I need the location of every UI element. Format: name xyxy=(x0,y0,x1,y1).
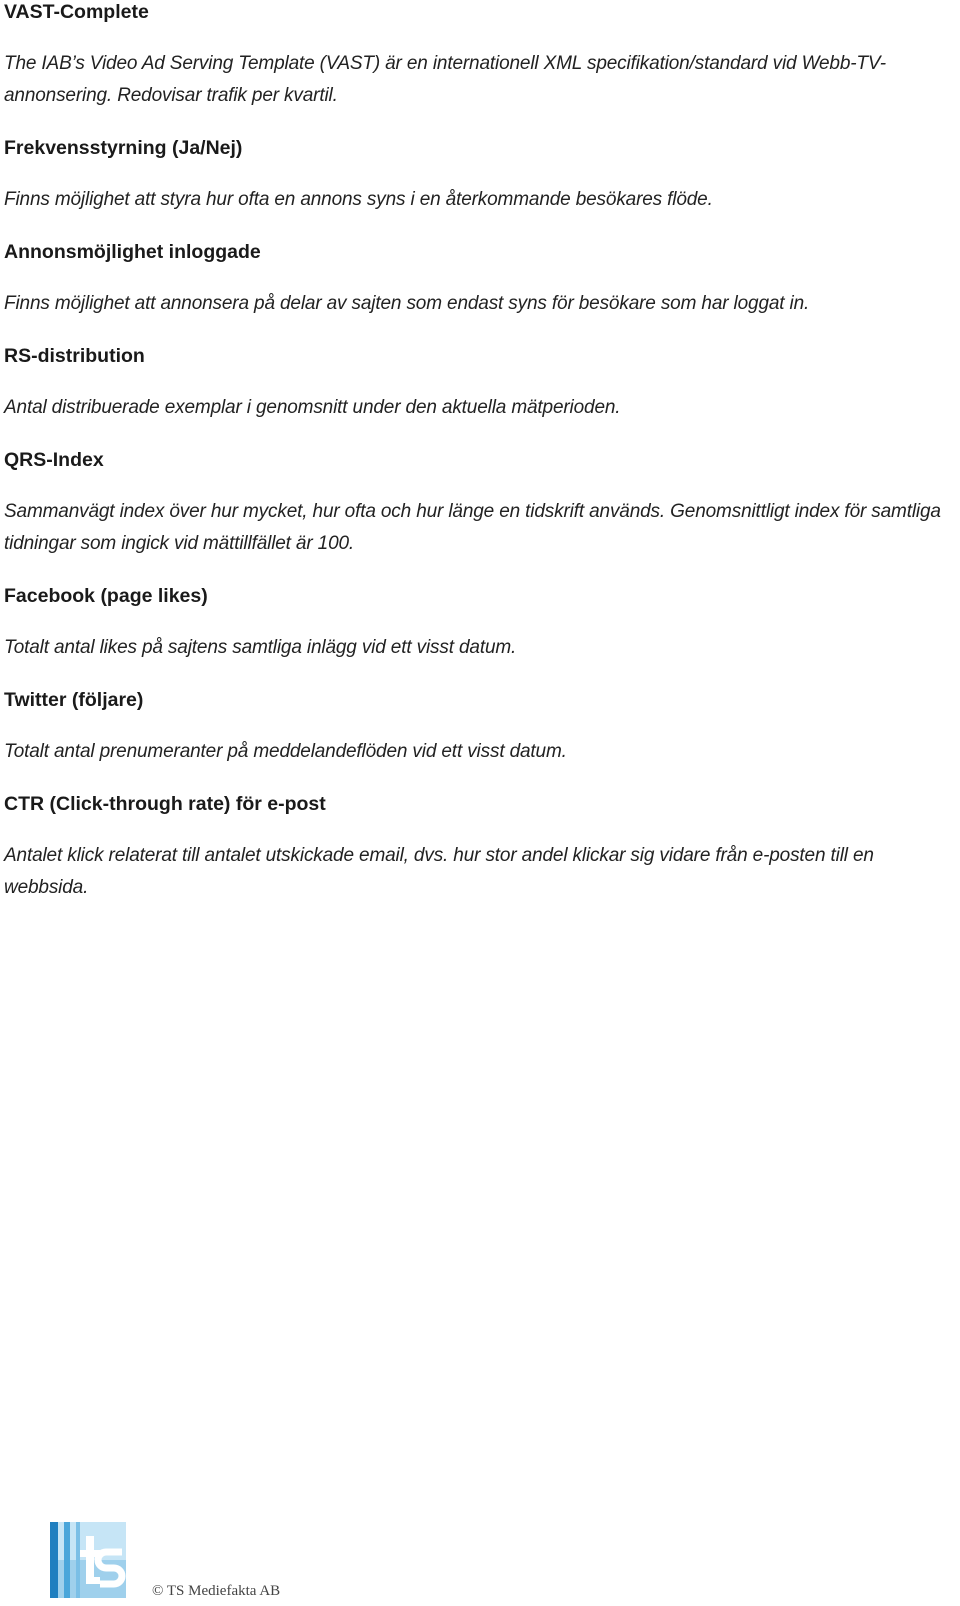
term-heading: Frekvensstyrning (Ja/Nej) xyxy=(4,137,243,159)
term-description: Totalt antal prenumeranter på meddelandeflöden vid ett visst datum. xyxy=(4,741,567,762)
term-description: Antalet klick relaterat till antalet utskickade email, dvs. hur stor andel klickar sig vidare från e-posten till en webbsida. xyxy=(4,845,874,898)
page-footer xyxy=(50,1522,450,1602)
glossary-entry xyxy=(4,788,954,904)
glossary-entry xyxy=(4,132,954,216)
term-heading: QRS-Index xyxy=(4,449,104,471)
term-description: The IAB’s Video Ad Serving Template (VAST) är en internationell XML specifikation/standard vid Webb-TV-annonsering. Redovisar trafik per kvartil. xyxy=(4,53,886,106)
term-heading: RS-distribution xyxy=(4,345,145,367)
term-description: Antal distribuerade exemplar i genomsnitt under den aktuella mätperioden. xyxy=(4,397,621,418)
term-description: Totalt antal likes på sajtens samtliga inlägg vid ett visst datum. xyxy=(4,637,517,658)
glossary-entry xyxy=(4,444,954,560)
glossary-entry xyxy=(4,684,954,768)
term-heading: Twitter (följare) xyxy=(4,689,144,711)
glossary xyxy=(4,0,954,924)
term-description: Finns möjlighet att styra hur ofta en annons syns i en återkommande besökares flöde. xyxy=(4,189,713,210)
glossary-entry xyxy=(4,340,954,424)
term-heading: Facebook (page likes) xyxy=(4,585,208,607)
ts-logo xyxy=(50,1522,126,1598)
glossary-entry xyxy=(4,580,954,664)
glossary-entry xyxy=(4,236,954,320)
glossary-entry xyxy=(4,0,954,112)
term-heading: CTR (Click-through rate) för e-post xyxy=(4,793,326,815)
term-description: Finns möjlighet att annonsera på delar av sajten som endast syns för besökare som har loggat in. xyxy=(4,293,810,314)
term-heading: VAST-Complete xyxy=(4,1,149,23)
term-description: Sammanvägt index över hur mycket, hur ofta och hur länge en tidskrift används. Genomsnittligt index för samtliga tidningar som ingick vid mättillfället är 100. xyxy=(4,501,941,554)
term-heading: Annonsmöjlighet inloggade xyxy=(4,241,261,263)
copyright-text: © TS Mediefakta AB xyxy=(152,1583,281,1599)
